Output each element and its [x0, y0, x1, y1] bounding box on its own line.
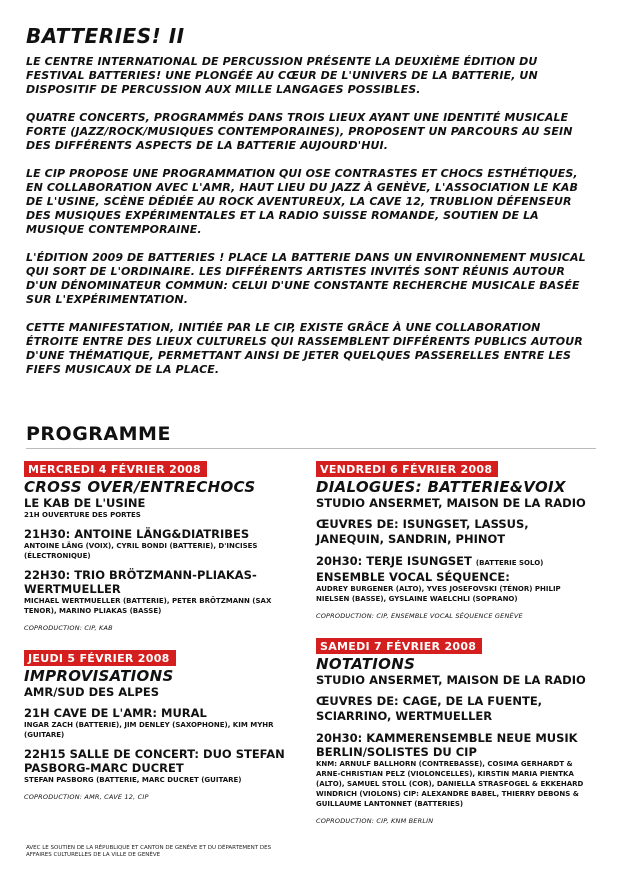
event-works: ŒUVRES DE: ISUNGSET, LASSUS, JANEQUIN, SANDRIN, PHINOT [316, 517, 529, 546]
event-slot [316, 731, 596, 809]
divider [26, 448, 596, 449]
slot-performers: AUDREY BURGENER (ALTO), YVES JOSEFOVSKI (TÉNOR) PHILIP NIELSEN (BASSE), GYSLAINE WAELCHLI (SOPRANO) [316, 585, 561, 603]
event-date-badge: MERCREDI 4 FÉVRIER 2008 [24, 461, 207, 477]
slot-performers: STEFAN PASBORG (BATTERIE, MARC DUCRET (GUITARE) [24, 776, 242, 784]
slot-heading: 20H30: KAMMERENSEMBLE NEUE MUSIK BERLIN/SOLISTES DU CIP [316, 731, 578, 759]
event-samedi [316, 635, 596, 826]
intro-paragraph: LE CIP PROPOSE UNE PROGRAMMATION QUI OSE CONTRASTES ET CHOCS ESTHÉTIQUES, EN COLLABORATION AVEC L'AMR, HAUT LIEU DU JAZZ À GENÈVE, L'ASSOCIATION LE KAB DE L'USINE, SCÈNE DÉDIÉE AU ROCK AVENTUREUX, LA CAVE 12, TRUBLION DÉFENSEUR DES MUSIQUES EXPÉRIMENTALES ET LA RADIO SUISSE ROMANDE, SOUTIEN DE LA MUSIQUE CONTEMPORAINE. [26, 167, 578, 236]
slot-heading: 22H30: TRIO BRÖTZMANN-PLIAKAS-WERTMUELLER [24, 568, 257, 596]
slot-performers: KNM: ARNULF BALLHORN (CONTREBASSE), COSIMA GERHARDT & ARNE-CHRISTIAN PELZ (VIOLONCELLES), KIRSTIN MARIA PIENTKA (ALTO), SAMUEL STOLL (COR), DANIELLA STRASFOGEL & EKKEHARD WINDRICH (VIOLONS) CIP: ALEXANDRE BABEL, THIERRY DEBONS & GUILLAUME LANTONNET (BATTERIES) [316, 760, 584, 808]
slot-heading: 21H30: ANTOINE LÄNG&DIATRIBES [24, 527, 250, 541]
event-venue: STUDIO ANSERMET, MAISON DE LA RADIO [316, 496, 586, 510]
event-jeudi [24, 647, 304, 802]
coproduction-note: COPRODUCTION: CIP, KNM BERLIN [316, 817, 434, 825]
event-slot [316, 554, 596, 604]
event-title: CROSS OVER/ENTRECHOCS [24, 478, 256, 496]
slot-performers: MICHAEL WERTMUELLER (BATTERIE), PETER BRÖTZMANN (SAX TENOR), MARINO PLIAKAS (BASSE) [24, 597, 272, 615]
event-works: ŒUVRES DE: CAGE, DE LA FUENTE, SCIARRINO, WERTMUELLER [316, 694, 543, 723]
coproduction-note: COPRODUCTION: CIP, KAB [24, 624, 113, 632]
event-vendredi [316, 458, 596, 621]
coproduction-note: COPRODUCTION: AMR, CAVE 12, CIP [24, 793, 149, 801]
programme-heading: PROGRAMME [26, 423, 171, 445]
event-date-badge: SAMEDI 7 FÉVRIER 2008 [316, 638, 482, 654]
intro-paragraph: LE CENTRE INTERNATIONAL DE PERCUSSION PRÉSENTE LA DEUXIÈME ÉDITION DU FESTIVAL BATTERIES! UNE PLONGÉE AU CŒUR DE L'UNIVERS DE LA BATTERIE, UN DISPOSITIF DE PERCUSSION AUX MILLE LANGAGES POSSIBLES. [26, 55, 538, 96]
slot-heading [316, 554, 596, 570]
event-slot [24, 747, 304, 785]
coproduction-note: COPRODUCTION: CIP, ENSEMBLE VOCAL SÉQUENCE GENÈVE [316, 612, 523, 620]
intro-paragraph: CETTE MANIFESTATION, INITIÉE PAR LE CIP, EXISTE GRÂCE À UNE COLLABORATION ÉTROITE ENTRE DES LIEUX CULTURELS QUI RASSEMBLENT DIFFÉRENTS PUBLICS AUTOUR D'UNE THÉMATIQUE, PERMETTANT AINSI DE JETER QUELQUES PASSERELLES ENTRE LES FIEFS MUSICAUX DE LA PLACE. [26, 321, 583, 376]
programme-column-left [24, 458, 304, 816]
event-note: 21H OUVERTURE DES PORTES [24, 511, 141, 519]
event-slot [24, 568, 304, 616]
slot-heading: 22H15 SALLE DE CONCERT: DUO STEFAN PASBORG-MARC DUCRET [24, 747, 285, 775]
slot-performers: ANTOINE LÄNG (VOIX), CYRIL BONDI (BATTERIE), D'INCISES (ÉLECTRONIQUE) [24, 542, 258, 560]
slot-performers: INGAR ZACH (BATTERIE), JIM DENLEY (SAXOPHONE), KIM MYHR (GUITARE) [24, 721, 274, 739]
sponsor-note: AVEC LE SOUTIEN DE LA RÉPUBLIQUE ET CANTON DE GENÈVE ET DU DÉPARTEMENT DES AFFAIRES CULTURELLES DE LA VILLE DE GENÈVE [26, 845, 272, 858]
slot-heading: 21H CAVE DE L'AMR: MURAL [24, 706, 207, 720]
event-slot [24, 706, 304, 740]
event-venue: AMR/SUD DES ALPES [24, 685, 160, 699]
event-title: IMPROVISATIONS [24, 667, 174, 685]
event-date-badge: VENDREDI 6 FÉVRIER 2008 [316, 461, 498, 477]
intro-paragraph: QUATRE CONCERTS, PROGRAMMÉS DANS TROIS LIEUX AYANT UNE IDENTITÉ MUSICALE FORTE (JAZZ/ROCK/MUSIQUES CONTEMPORAINES), PROPOSENT UN PARCOURS AU SEIN DES DIFFÉRENTS ASPECTS DE LA BATTERIE AUJOURD'HUI. [26, 111, 573, 152]
slot-heading-note: (BATTERIE SOLO) [475, 559, 544, 567]
event-title: NOTATIONS [316, 655, 416, 673]
event-venue: LE KAB DE L'USINE [24, 496, 146, 510]
programme-column-right [316, 458, 596, 840]
event-title: DIALOGUES: BATTERIE&VOIX [316, 478, 566, 496]
intro-text [26, 55, 596, 391]
page-title: BATTERIES! II [26, 24, 185, 48]
event-mercredi [24, 458, 304, 633]
event-venue: STUDIO ANSERMET, MAISON DE LA RADIO [316, 673, 586, 687]
event-slot [24, 527, 304, 561]
intro-paragraph: L'ÉDITION 2009 DE BATTERIES ! PLACE LA BATTERIE DANS UN ENVIRONNEMENT MUSICAL QUI SORT DE L'ORDINAIRE. LES DIFFÉRENTS ARTISTES INVITÉS SONT RÉUNIS AUTOUR D'UN DÉNOMINATEUR COMMUN: CELUI D'UNE CONSTANTE RECHERCHE MUSICALE BASÉE SUR L'EXPÉRIMENTATION. [26, 251, 586, 306]
slot-heading-main: 20H30: TERJE ISUNGSET [316, 554, 472, 568]
slot-heading: ENSEMBLE VOCAL SÉQUENCE: [316, 570, 510, 584]
event-date-badge: JEUDI 5 FÉVRIER 2008 [24, 650, 176, 666]
